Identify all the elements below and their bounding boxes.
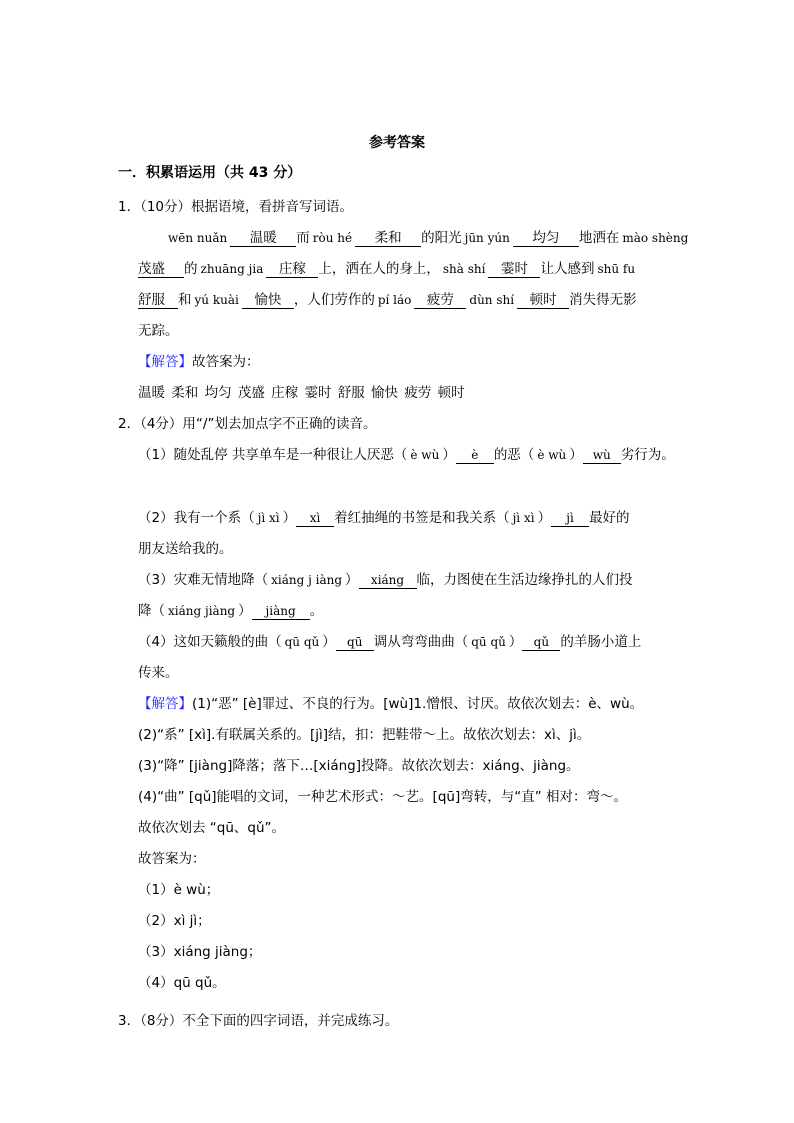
answer-blank: 茂盛 [138,262,184,278]
text-segment: （3）灾难无情地降（ [138,572,269,588]
q2-answer-2: （2）xì jì； [138,913,211,929]
text-segment: ，人们劳作的 [293,292,375,308]
text-segment: 地洒在 [578,230,620,246]
pinyin: wēn nuǎn [168,231,228,245]
answer-intro: 故答案为： [192,354,260,370]
page-title: 参考答案 [369,135,425,151]
q2-item-3-cont [138,602,323,620]
text-segment: 上，洒在人的身上， [318,261,440,277]
q2-item-4-cont [138,664,179,682]
q2-answer-4: （4）qū qǔ。 [138,975,226,991]
text-segment: 朋友送给我的。 [138,541,233,557]
text-segment: （2）我有一个系（ [138,510,255,526]
text-segment: 降（ [138,603,165,619]
q2-explanation-1: 【解答】(1)“恶” [è]罪过、不良的行为。[wù]1.憎恨、讨厌。故依次划去：è、wù。 [138,696,644,712]
q2-answer-intro: 故答案为： [138,851,206,867]
answer-blank: wù [583,448,621,464]
answer-blank: xì [296,511,334,527]
answer-blank: 顿时 [517,293,569,309]
text-segment: ） [442,447,456,463]
answer-blank: 舒服 [138,293,178,309]
text-segment: 的 [184,261,198,277]
pinyin: ròu hé [312,231,353,245]
answer-blank: qǔ [522,635,560,651]
q1-answer-words: 温暖 柔和 均匀 茂盛 庄稼 霎时 舒服 愉快 疲劳 顿时 [138,385,465,401]
text-segment: 着红抽绳的书签是和我关系（ [334,510,510,526]
answer-blank: 霎时 [488,262,540,278]
text-segment: 传来。 [138,665,179,681]
q2-answer-1: （1）è wù； [138,882,220,898]
q1-stem: 1．（10分）根据语境，看拼音写词语。 [118,199,354,215]
q2-explanation-2: (2)“系” [xì].有联属关系的。[jì]结，扣：把鞋带～上。故依次划去：xì、jì。 [138,727,591,743]
text-segment: ） [537,510,552,526]
text-segment: ） [322,634,336,650]
q1-line-4: 无踪。 [138,323,179,339]
q1-line-2 [138,260,638,278]
pinyin: zhuāng jia [200,262,264,276]
text-segment: ） [238,603,252,619]
answer-blank: jì [551,511,589,527]
section-heading: 一．积累语运用（共 43 分） [118,165,302,181]
text-segment: ） [569,447,583,463]
pinyin: è wù [410,448,440,462]
text-segment: ） [345,572,359,588]
q1-line-3 [138,291,637,309]
pinyin: jì xì [257,511,280,525]
pinyin: qū qǔ [471,635,506,649]
q2-item-2 [138,509,630,527]
pinyin: yú kuài [194,293,239,307]
q2-stem: 2．（4分）用“/”划去加点字不正确的读音。 [118,416,377,432]
text-segment: 劣行为。 [620,447,675,463]
q2-item-2-cont [138,540,233,558]
pinyin: xiáng jiàng [168,604,236,618]
q2-item-3 [138,571,633,589]
text-segment: ） [282,510,297,526]
text-segment: ） [508,634,523,650]
pinyin: shū fu [597,262,636,276]
pinyin: shà shí [442,262,486,276]
text-segment: 的阳光 [421,230,462,246]
q1-answer-header [138,353,260,371]
text-segment: （4）这如天籁般的曲（ [138,634,282,650]
text-segment: 。 [309,603,324,619]
answer-blank: jiàng [252,604,310,620]
text-segment: 和 [178,292,192,308]
q2-explanation-5: 故依次划去 “qū、qǔ”。 [138,820,286,836]
q2-item-1 [138,446,675,464]
pinyin: mào shèng [622,231,689,245]
answer-blank: qū [336,635,374,651]
text-segment: 调从弯弯曲曲（ [373,634,469,650]
q3-stem: 3．（8分）不全下面的四字词语，并完成练习。 [118,1013,399,1029]
text-segment: 让人感到 [540,261,595,277]
pinyin: jūn yún [464,231,510,245]
pinyin: è wù [537,448,567,462]
answer-blank: è [456,448,494,464]
text-segment: 而 [296,230,310,246]
answer-blank: 庄稼 [266,262,318,278]
answer-blank: xiáng [359,573,417,589]
pinyin: dùn shí [469,293,515,307]
pinyin: pí láo [377,293,412,307]
q2-explanation-4: (4)“曲” [qǔ]能唱的文词，一种艺术形式：～艺。[qū]弯转，与“直” 相对：弯～。 [138,789,627,805]
answer-label: 【解答】 [138,696,192,712]
text-segment: （1）随处乱停 共享单车是一种很让人厌恶（ [138,447,408,463]
answer-blank: 均匀 [513,231,579,247]
pinyin: xiáng j iàng [271,573,343,587]
text-segment: 的恶（ [493,447,535,463]
answer-blank: 疲劳 [414,293,466,309]
answer-label: 【解答】 [138,354,192,370]
text-segment: 消失得无影 [569,292,637,308]
q2-item-4 [138,633,641,651]
q2-explanation-3: (3)“降” [jiàng]降落；落下…[xiáng]投降。故依次划去：xiáng、jiàng。 [138,758,580,774]
text-segment: 临，力图使在生活边缘挣扎的人们投 [416,572,633,588]
pinyin: qū qǔ [284,635,320,649]
answer-blank: 柔和 [355,231,421,247]
answer-blank: 愉快 [242,293,294,309]
q1-line-1 [165,229,691,247]
pinyin: jì xì [512,511,535,525]
answer-blank: 温暖 [230,231,296,247]
text-segment: 的羊肠小道上 [560,634,642,650]
q2-answer-3: （3）xiáng jiàng； [138,944,262,960]
text-segment: 最好的 [589,510,630,526]
